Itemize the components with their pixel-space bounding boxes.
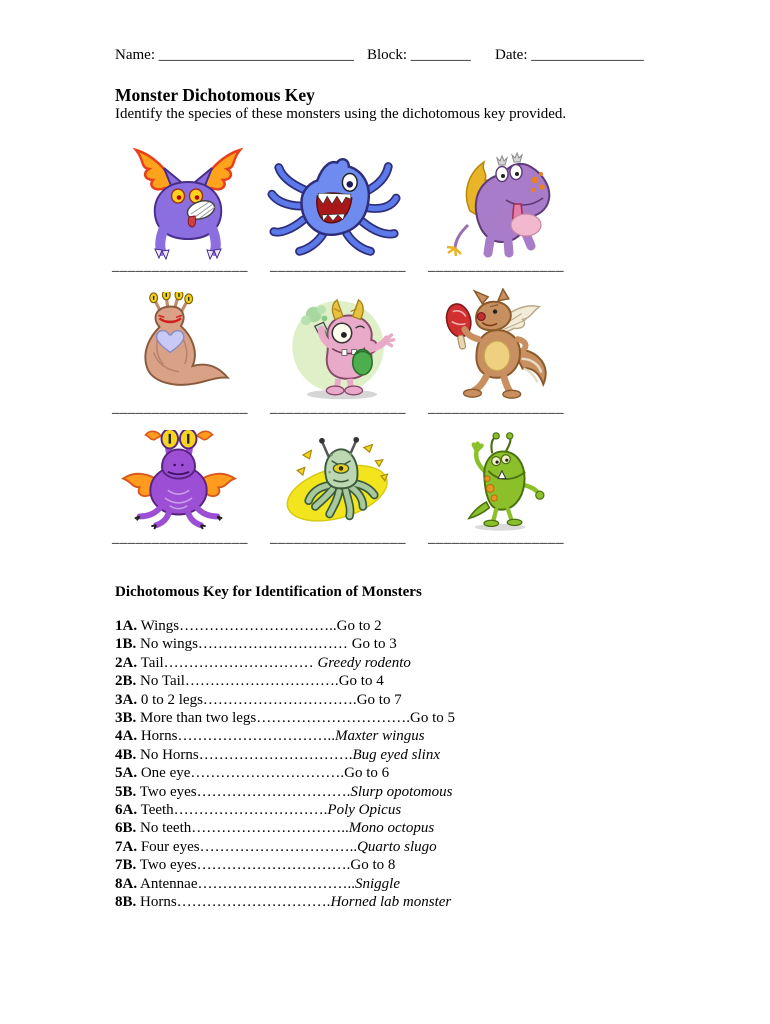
key-entry-text: Wings………………………….. [137, 618, 337, 634]
key-entry-label: 8A. [115, 875, 138, 892]
green-one-eyed-octopus-monster-image [272, 436, 410, 536]
key-entry-6B [115, 819, 455, 837]
monster-cell-4 [112, 292, 244, 404]
key-entry-text: No teeth………………………….. [136, 820, 349, 837]
block-label: Block: [367, 47, 407, 63]
monster-cell-7 [112, 430, 246, 532]
blue-one-eyed-octopus-monster-image [266, 152, 404, 262]
purple-winged-gargoyle-monster-image [118, 140, 258, 260]
block-field [367, 47, 471, 64]
key-entry-result: Greedy rodento [317, 654, 411, 671]
four-eyed-slug-monster-image [112, 292, 244, 404]
answer-blank: _________________ [428, 400, 564, 416]
winged-rodent-monster-image [424, 288, 574, 406]
key-entry-text: Teeth…………………………. [137, 802, 328, 819]
dichotomous-key-list [115, 617, 455, 912]
answer-blank: _________________ [270, 258, 406, 274]
key-entry-result: Go to 8 [350, 857, 396, 874]
key-entry-label: 4B. [115, 746, 137, 763]
instructions-text: Identify the species of these monsters using the dichotomous key provided. [115, 106, 567, 122]
date-field [495, 47, 644, 64]
name-blank: __________________________ [158, 47, 354, 63]
key-entry-label: 8B. [115, 894, 137, 911]
name-field [115, 47, 354, 64]
key-entry-text: No wings………………………… [136, 636, 352, 653]
answer-blank: _________________ [112, 530, 248, 546]
monster-cell-3 [430, 145, 570, 265]
key-entry-6A [115, 801, 455, 819]
answer-blank: _________________ [112, 400, 248, 416]
key-entry-result: Go to 4 [338, 673, 384, 690]
key-entry-label: 3A. [115, 691, 138, 708]
key-entry-label: 1A. [115, 618, 138, 634]
key-entry-result: Go to 2 [336, 618, 382, 634]
key-entry-text: 0 to 2 legs…………………………. [137, 691, 357, 708]
key-heading: Dichotomous Key for Identification of Monsters [115, 584, 422, 600]
key-entry-7B [115, 856, 455, 874]
key-entry-7A [115, 838, 455, 856]
key-entry-3A [115, 691, 455, 709]
key-entry-result: Slurp opotomous [350, 783, 453, 800]
key-entry-3B [115, 709, 455, 727]
key-entry-label: 5A. [115, 765, 138, 782]
answer-blank: _________________ [270, 400, 406, 416]
key-entry-label: 3B. [115, 710, 137, 727]
page-title: Monster Dichotomous Key [115, 85, 315, 105]
key-entry-result: Sniggle [355, 875, 400, 892]
key-entry-result: Maxter wingus [335, 728, 425, 745]
key-entry-text: Two eyes…………………………. [136, 857, 351, 874]
key-entry-text: No Horns…………………………. [136, 746, 353, 763]
monster-cell-9 [440, 432, 560, 534]
bug-eyed-winged-frog-monster-image [112, 430, 246, 532]
answer-blank: _________________ [428, 530, 564, 546]
answer-blank: _________________ [112, 258, 248, 274]
monster-cell-5 [276, 296, 406, 408]
block-blank: ________ [410, 47, 471, 63]
key-entry-5B [115, 783, 455, 801]
key-entry-text: Four eyes………………………….. [137, 838, 358, 855]
answer-blank: _________________ [270, 530, 406, 546]
key-entry-result: Go to 6 [344, 765, 390, 782]
key-entry-result: Go to 7 [356, 691, 402, 708]
key-entry-text: More than two legs…………………………. [136, 710, 410, 727]
key-entry-text: Horns………………………….. [137, 728, 336, 745]
key-entry-label: 7A. [115, 838, 138, 855]
pink-horned-lab-monster-image [276, 296, 406, 408]
purple-hippo-monster-image [430, 145, 570, 265]
key-entry-8A [115, 875, 455, 893]
green-alien-monster-image [440, 432, 560, 534]
key-entry-label: 1B. [115, 636, 137, 653]
key-entry-label: 4A. [115, 728, 138, 745]
key-entry-text: Two eyes…………………………. [136, 783, 351, 800]
key-entry-result: Poly Opicus [327, 802, 402, 819]
key-entry-1A [115, 617, 455, 635]
key-entry-5A [115, 764, 455, 782]
key-entry-result: Quarto slugo [357, 838, 437, 855]
key-entry-text: Tail………………………… [137, 654, 318, 671]
key-entry-label: 2B. [115, 673, 137, 690]
key-entry-label: 6A. [115, 802, 138, 819]
date-blank: _______________ [531, 47, 644, 63]
key-entry-label: 5B. [115, 783, 137, 800]
key-entry-2A [115, 654, 455, 672]
key-entry-result: Bug eyed slinx [352, 746, 440, 763]
key-entry-4A [115, 727, 455, 745]
key-entry-label: 2A. [115, 654, 138, 671]
name-label: Name: [115, 47, 155, 63]
monster-cell-2 [266, 152, 404, 262]
key-entry-label: 6B. [115, 820, 137, 837]
answer-blank: _________________ [428, 258, 564, 274]
key-entry-text: Antennae………………………….. [137, 875, 355, 892]
key-entry-8B [115, 893, 455, 911]
key-entry-text: No Tail…………………………. [136, 673, 339, 690]
key-entry-result: Go to 5 [410, 710, 455, 727]
key-entry-label: 7B. [115, 857, 137, 874]
key-entry-text: One eye…………………………. [137, 765, 345, 782]
date-label: Date: [495, 47, 528, 63]
key-entry-2B [115, 672, 455, 690]
key-entry-result: Mono octopus [348, 820, 435, 837]
monster-cell-6 [424, 288, 574, 406]
key-entry-4B [115, 746, 455, 764]
key-entry-result: Go to 3 [351, 636, 397, 653]
monster-cell-8 [272, 436, 410, 536]
monster-cell-1 [118, 140, 258, 260]
key-entry-result: Horned lab monster [330, 894, 452, 911]
key-entry-text: Horns…………………………. [136, 894, 331, 911]
key-entry-1B [115, 635, 455, 653]
